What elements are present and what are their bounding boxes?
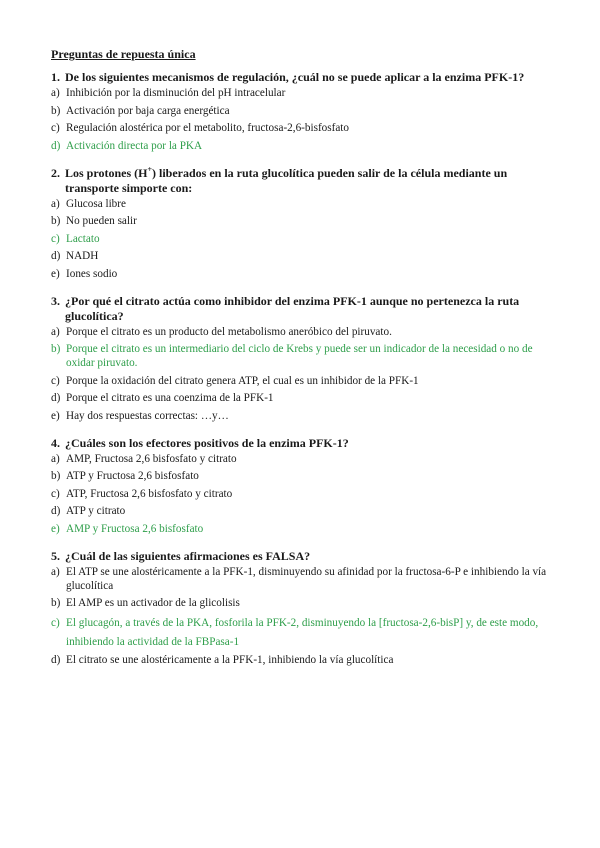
option-text: El AMP es un activador de la glicolisis (66, 597, 240, 609)
option-b (51, 214, 563, 228)
option-letter: d) (51, 392, 61, 404)
question-4 (51, 436, 563, 536)
option-text: AMP, Fructosa 2,6 bisfosfato y citrato (66, 452, 237, 465)
question-2 (51, 166, 563, 281)
question-number: 4. (51, 435, 60, 450)
option-text: Regulación alostérica por el metabolito, fructosa-2,6-bisfosfato (66, 122, 350, 134)
question-header (51, 436, 563, 451)
question-text: ¿Cuál de las siguientes afirmaciones es FALSA? (65, 548, 311, 563)
option-b-correct (51, 342, 563, 370)
option-text: Activación directa por la PKA (66, 139, 203, 152)
question-number: 2. (51, 165, 60, 180)
option-letter: c) (51, 487, 60, 500)
option-c (51, 487, 563, 501)
option-a (51, 452, 563, 466)
question-header (51, 549, 563, 564)
superscript-plus: + (147, 164, 153, 174)
option-letter: d) (51, 250, 61, 262)
option-c (51, 121, 563, 135)
option-text: Lactato (66, 232, 100, 245)
option-letter: a) (51, 565, 60, 578)
option-d (51, 653, 563, 667)
option-letter: c) (51, 616, 60, 629)
option-letter: c) (51, 232, 60, 245)
option-d (51, 504, 563, 518)
option-letter: e) (51, 409, 60, 422)
question-5 (51, 549, 563, 667)
question-text: ¿Cuáles son los efectores positivos de la enzima PFK-1? (65, 435, 349, 450)
option-text: ATP, Fructosa 2,6 bisfosfato y citrato (66, 487, 233, 500)
option-letter: c) (51, 122, 60, 134)
question-text: ¿Por qué el citrato actúa como inhibidor del enzima PFK-1 aunque no pertenezca la ruta glucolítica? (65, 293, 520, 323)
question-number: 5. (51, 548, 60, 563)
option-text: ATP y citrato (66, 505, 126, 517)
option-letter: d) (51, 505, 61, 517)
option-letter: d) (51, 139, 61, 152)
option-text: Glucosa libre (66, 197, 126, 210)
option-letter: a) (51, 452, 60, 465)
section-title: Preguntas de repuesta única (51, 47, 196, 61)
option-letter: e) (51, 522, 60, 535)
option-letter: d) (51, 653, 61, 666)
option-b (51, 469, 563, 483)
question-text-part: ) liberados en la ruta glucolítica pueden salir de la célula mediante un transporte simporte con: (65, 165, 508, 195)
option-d (51, 249, 563, 263)
option-d-correct (51, 139, 563, 153)
option-letter: a) (51, 87, 60, 99)
option-e (51, 409, 563, 423)
option-c-correct (51, 232, 563, 246)
option-text: El glucagón, a través de la PKA, fosforila la PFK-2, disminuyendo la [fructosa-2,6-bisP] y, de este modo, inhibiendo la actividad de la FBPasa-1 (66, 616, 539, 648)
option-e (51, 267, 563, 281)
option-text: Iones sodio (66, 267, 118, 280)
question-number: 1. (51, 70, 60, 84)
option-letter: a) (51, 197, 60, 210)
option-text: ATP y Fructosa 2,6 bisfosfato (66, 470, 199, 482)
question-text-part: Los protones (H (65, 165, 148, 180)
option-c-correct (51, 614, 563, 652)
option-c (51, 374, 563, 388)
option-text: Porque la oxidación del citrato genera ATP, el cual es un inhibidor de la PFK-1 (66, 374, 419, 387)
option-b (51, 596, 563, 610)
option-a (51, 197, 563, 211)
question-header (51, 166, 563, 196)
option-a (51, 325, 563, 339)
option-text: Activación por baja carga energética (66, 104, 230, 117)
question-text (65, 166, 563, 196)
option-text: Inhibición por la disminución del pH intracelular (66, 87, 286, 99)
option-text: AMP y Fructosa 2,6 bisfosfato (66, 522, 204, 535)
option-letter: b) (51, 343, 61, 355)
option-e-correct (51, 522, 563, 536)
option-a (51, 86, 563, 100)
option-b (51, 104, 563, 118)
option-text: No pueden salir (66, 215, 137, 227)
question-3 (51, 294, 563, 423)
option-letter: e) (51, 267, 60, 280)
option-text: El citrato se une alostéricamente a la PFK-1, inhibiendo la vía glucolítica (66, 653, 394, 666)
option-d (51, 391, 563, 405)
option-text: El ATP se une alostéricamente a la PFK-1, disminuyendo su afinidad por la fructosa-6-P e inhibiendo la vía glucolítica (66, 565, 547, 592)
option-letter: b) (51, 470, 61, 482)
question-number: 3. (51, 293, 60, 308)
question-1 (51, 70, 563, 153)
option-a (51, 565, 563, 593)
question-text: De los siguientes mecanismos de regulación, ¿cuál no se puede aplicar a la enzima PFK-1? (65, 70, 525, 84)
question-header (51, 294, 563, 324)
option-letter: a) (51, 325, 60, 338)
option-text: Hay dos respuestas correctas: …y… (66, 409, 229, 422)
option-letter: b) (51, 104, 61, 117)
option-text: Porque el citrato es una coenzima de la PFK-1 (66, 392, 274, 404)
option-text: Porque el citrato es un intermediario del ciclo de Krebs y puede ser un indicador de la necesidad o no de oxidar piruvato. (66, 343, 533, 369)
option-text: Porque el citrato es un producto del metabolismo aneróbico del piruvato. (66, 325, 392, 338)
question-header (51, 70, 563, 85)
option-letter: b) (51, 597, 61, 609)
exam-page (51, 46, 563, 680)
option-letter: c) (51, 374, 60, 387)
option-letter: b) (51, 215, 61, 227)
option-text: NADH (66, 250, 99, 262)
